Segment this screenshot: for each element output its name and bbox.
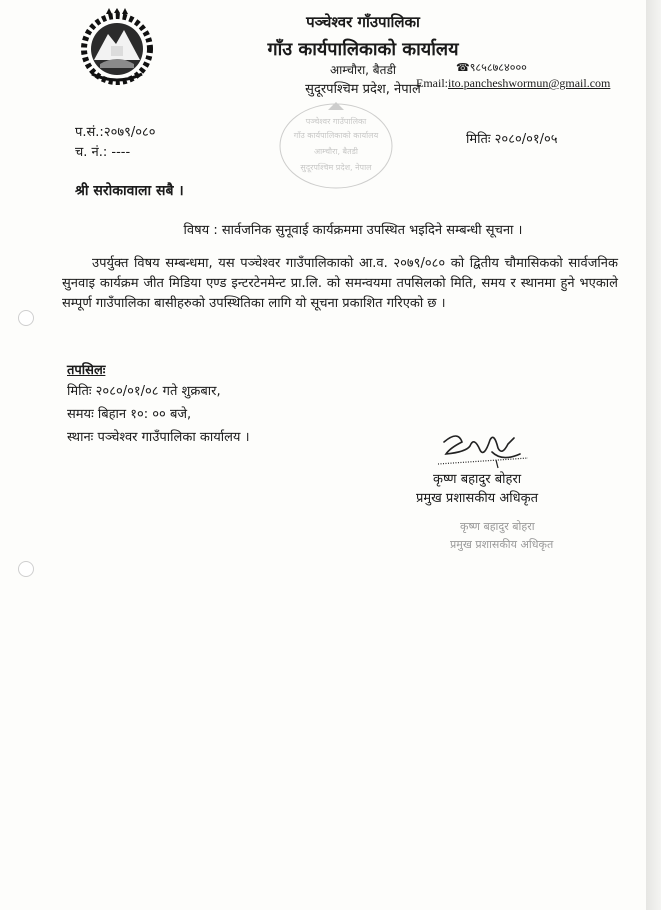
schedule-heading: तपसिलः [67, 363, 106, 378]
punch-hole-lower [18, 561, 34, 577]
schedule-date: मितिः २०८०/०१/०८ गते शुक्रबार, [67, 384, 221, 399]
dispatch-number: च. नं.: ---- [75, 145, 131, 160]
body-paragraph: उपर्युक्त विषय सम्बन्धमा, यस पञ्चेश्वर गाउँपालिकाको आ.व. २०७९/०८० को द्वितीय चौमासिकको सार्वजनिक सुनवाइ कार्यक्रम जीत मिडिया एण्ड इन्टरटेनमेन्ट प्रा.लि. को समन्वयमा तपसिलको मिति, समय र स्थानमा हुने भएकाले सम्पूर्ण गाउँपालिका बासीहरुको उपस्थितिका लागि यो सूचना प्रकाशित गरिएको छ । [62, 256, 618, 311]
handwritten-signature [436, 428, 532, 472]
seal-line-1: पञ्चेश्वर गाउँपालिका [305, 117, 367, 126]
seal-line-4: सुदूरपश्चिम प्रदेश, नेपाल [300, 163, 372, 172]
seal-line-3: आम्चौरा, बैतडी [313, 147, 359, 156]
header-email [416, 76, 610, 91]
stamp-name: कृष्ण बहादुर बोहरा [460, 520, 535, 533]
salutation: श्री सरोकावाला सबै । [75, 183, 184, 199]
subject-line: विषय : सार्वजनिक सुनूवाई कार्यक्रममा उपस्थित भइदिने सम्बन्धी सूचना । [183, 223, 523, 238]
reference-number: प.सं.:२०७९/०८० [75, 125, 156, 140]
header-phone: ☎९८५८७८४००० [456, 61, 527, 74]
email-label: Email: [416, 76, 448, 90]
signatory-title: प्रमुख प्रशासकीय अधिकृत [416, 491, 539, 506]
header-municipality-name: पञ्चेश्वर गाँउपालिका [306, 13, 420, 31]
header-province: सुदूरपश्चिम प्रदेश, नेपाल [305, 82, 421, 97]
header-location: आम्चौरा, बैतडी [329, 63, 397, 77]
letter-date: मितिः २०८०/०१/०५ [466, 132, 558, 147]
header-office-name: गाँउ कार्यपालिकाको कार्यालय [267, 39, 459, 60]
punch-hole-upper [18, 310, 34, 326]
email-address: ito.pancheshwormun@gmail.com [448, 76, 611, 90]
page-edge [646, 0, 661, 910]
schedule-place: स्थानः पञ्चेश्वर गाउँपालिका कार्यालय । [67, 430, 250, 445]
stamp-title: प्रमुख प्रशासकीय अधिकृत [450, 538, 554, 551]
schedule-time: समयः बिहान १०: ०० बजे, [67, 407, 192, 422]
seal-line-2: गाँउ कार्यपालिकाको कार्यालय [293, 131, 379, 140]
signatory-name: कृष्ण बहादुर बोहरा [433, 472, 522, 487]
office-seal-stamp [276, 100, 396, 192]
